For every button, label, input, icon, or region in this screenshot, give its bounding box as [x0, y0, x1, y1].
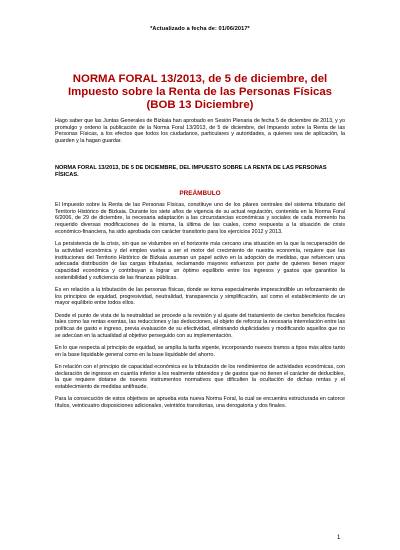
intro-paragraph: Hago saber que las Juntas Generales de Bizkaia han aprobado en Sesión Plenaria de fecha 5 de diciembre de 2013, y yo promulgo y ordeno la publicación de la Norma Foral 13/2013, de 5 de diciembre, del Impuesto sobre la Renta de las Personas Físicas, a los efectos que todos los ciudadanos, particulares y autoridades, a quienes sea de aplicación, la guarden y la hagan guardar.	[55, 118, 345, 145]
title-line: NORMA FORAL 13/2013, de 5 de diciembre, del	[72, 73, 328, 85]
title-line: Impuesto sobre la Renta de las Personas Físicas	[68, 86, 332, 98]
body-paragraph: La persistencia de la crisis, sin que se vislumbre en el horizonte más cercano una situación en la que la recuperación de la actividad económica y del empleo vuelva a ser el motor del crecimiento de nuestra economía, requiere que las instituciones del Territorio Histórico de Bizkaia asuman un papel activo en la adopción de medidas, que refuercen una adecuada distribución de las cargas tributarias, reclamando mayores esfuerzos por parte de quienes tienen mayor capacidad económica y contribuyan a lograr un óptimo equilibrio entre los ingresos y gastos que garantice la sostenibilidad y suficiencia de las finanzas públicas.	[55, 241, 345, 281]
page-number: 1	[337, 535, 341, 541]
update-note: *Actualizado a fecha de: 01/06/2017*	[150, 26, 250, 32]
title-line: (BOB 13 Diciembre)	[146, 99, 254, 111]
body-paragraph: Para la consecución de estos objetivos se aprueba esta nueva Norma Foral, la cual se encuentra estructurada en catorce títulos, veinticuatro disposiciones adicionales, veintidós transitorias, una derogatoria y dos finales.	[55, 396, 345, 410]
law-heading: NORMA FORAL 13/2013, DE 5 DE DICIEMBRE, DEL IMPUESTO SOBRE LA RENTA DE LAS PERSONAS FÍSICAS.	[55, 165, 327, 178]
section-title-preambulo: PREÁMBULO	[179, 190, 221, 197]
body-paragraph: En lo que respecta al principio de equidad, se amplía la tarifa vigente, incorporando nuevos tramos a tipos más altos tanto en la base liquidable general como en la base liquidable del ahorro.	[55, 345, 345, 358]
body-paragraph: Es en relación a la tributación de las personas físicas, donde se torna especialmente imprescindible un reforzamiento de los principios de equidad, progresividad, neutralidad, transparencia y simplificación, así como el establecimiento de un mayor equilibrio entre todos ellos.	[55, 286, 345, 307]
body-paragraph: Desde el punto de vista de la neutralidad se procede a la revisión y al ajuste del tratamiento de ciertos beneficios fiscales tales como las rentas exentas, las reducciones y las deducciones, al objeto de reforzar la necesaria interrelación entre las políticas de gasto e ingreso, previa evaluación de su efectividad, eliminando duplicidades y modificando aquellos que no se adecúan en la actualidad al objetivo perseguido con su implementación.	[55, 312, 345, 339]
preamble-body	[55, 202, 345, 415]
body-paragraph: En relación con el principio de capacidad económica es la tributación de los rendimientos de actividades económicas, con declaración de ingresos en cuantía inferior a los realmente obtenidos y de gastos que no tienen el carácter de deducibles, la que requiere dotarse de nuevos instrumentos normativos que dificulten la ocultación de dichas rentas y el establecimiento de medidas antifraude.	[55, 364, 345, 391]
body-paragraph: El Impuesto sobre la Renta de las Personas Físicas, constituye uno de los pilares centrales del sistema tributario del Territorio Histórico de Bizkaia. Durante los siete años de vigencia de su actual regulación, contenida en la Norma Foral 6/2006, de 29 de diciembre, la necesaria adaptación a las circunstancias económicas y sociales de cada momento ha requerido diversas modificaciones de la misma, la última de las cuales, como respuesta a la situación de crisis económico-financiera, ha sido aprobada con carácter transitorio para los ejercicios 2012 y 2013.	[55, 202, 345, 235]
document-title	[40, 73, 360, 112]
